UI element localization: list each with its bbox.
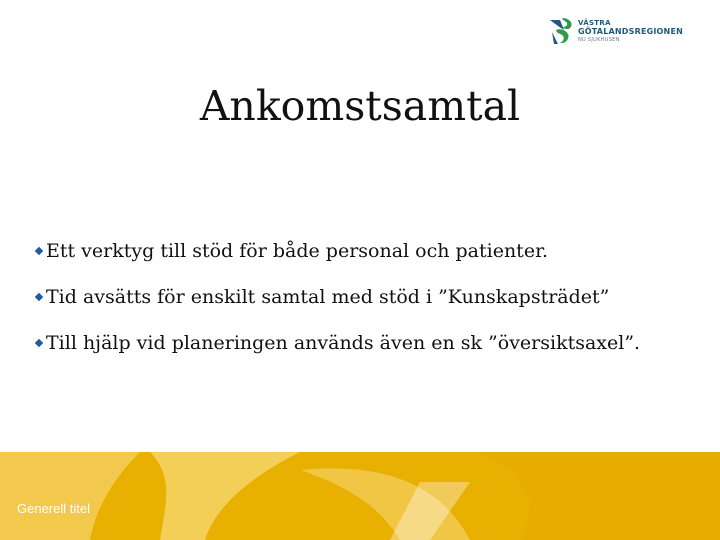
footer-band [0,452,720,540]
bullet-list [36,240,640,378]
organization-logo [548,16,688,48]
diamond-bullet-icon [35,339,43,347]
bullet-item [36,240,640,262]
logo-line-2: GÖTALANDSREGIONEN [578,27,684,36]
footer-title: Generell titel [17,501,90,516]
footer-decoration [0,452,720,540]
logo-mark-icon [548,16,576,46]
bullet-item [36,286,640,308]
logo-line-1: VÄSTRA [578,19,611,27]
diamond-bullet-icon [35,247,43,255]
slide-title: Ankomstsamtal [199,82,521,130]
bullet-text: Till hjälp vid planeringen används även en sk ”översiktsaxel”. [46,332,641,354]
diamond-bullet-icon [35,293,43,301]
bullet-text: Tid avsätts för enskilt samtal med stöd i ”Kunskapsträdet” [46,286,610,308]
bullet-item [36,332,640,354]
bullet-text: Ett verktyg till stöd för både personal och patienter. [46,240,549,262]
logo-line-3: NU SJUKHUSEN [578,37,620,43]
